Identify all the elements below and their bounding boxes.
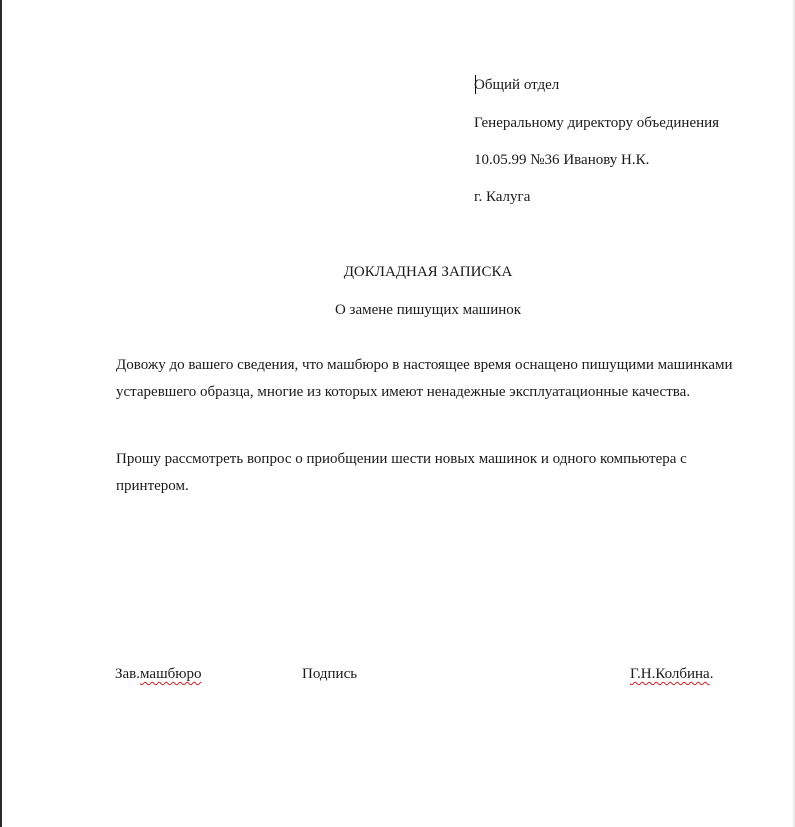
signer-name-suffix: . [709, 666, 714, 682]
addressee-line: Генеральному директору объединения [474, 115, 720, 131]
signer-name: Г.Н.Колбина [630, 666, 710, 682]
paragraph-2: Прошу рассмотреть вопрос о приобщении шести новых машинок и одного компьютера с принтером. [116, 451, 687, 494]
document-page[interactable] [2, 0, 792, 827]
department-line: Общий отдел [474, 77, 560, 93]
paragraph-1: Довожу до вашего сведения, что машбюро в настоящее время оснащено пишущими машинками устаревшего образца, многие из которых имеют ненадежные эксплуатационные качества. [116, 357, 733, 400]
signature-label: Подпись [302, 666, 358, 682]
position-prefix: Зав [115, 666, 137, 682]
position-word: машбюро [140, 666, 202, 682]
date-number: 10.05.99 №36 [474, 152, 560, 168]
addressee-name: Иванову Н.К. [563, 152, 650, 168]
document-subject: О замене пишущих машинок [334, 302, 522, 318]
document-title: ДОКЛАДНАЯ ЗАПИСКА [343, 264, 513, 280]
city-line: г. Калуга [474, 189, 531, 205]
date-addressee-line [474, 151, 649, 169]
signature-name-line [630, 665, 713, 683]
signature-position: Зав.машбюро [115, 666, 202, 682]
